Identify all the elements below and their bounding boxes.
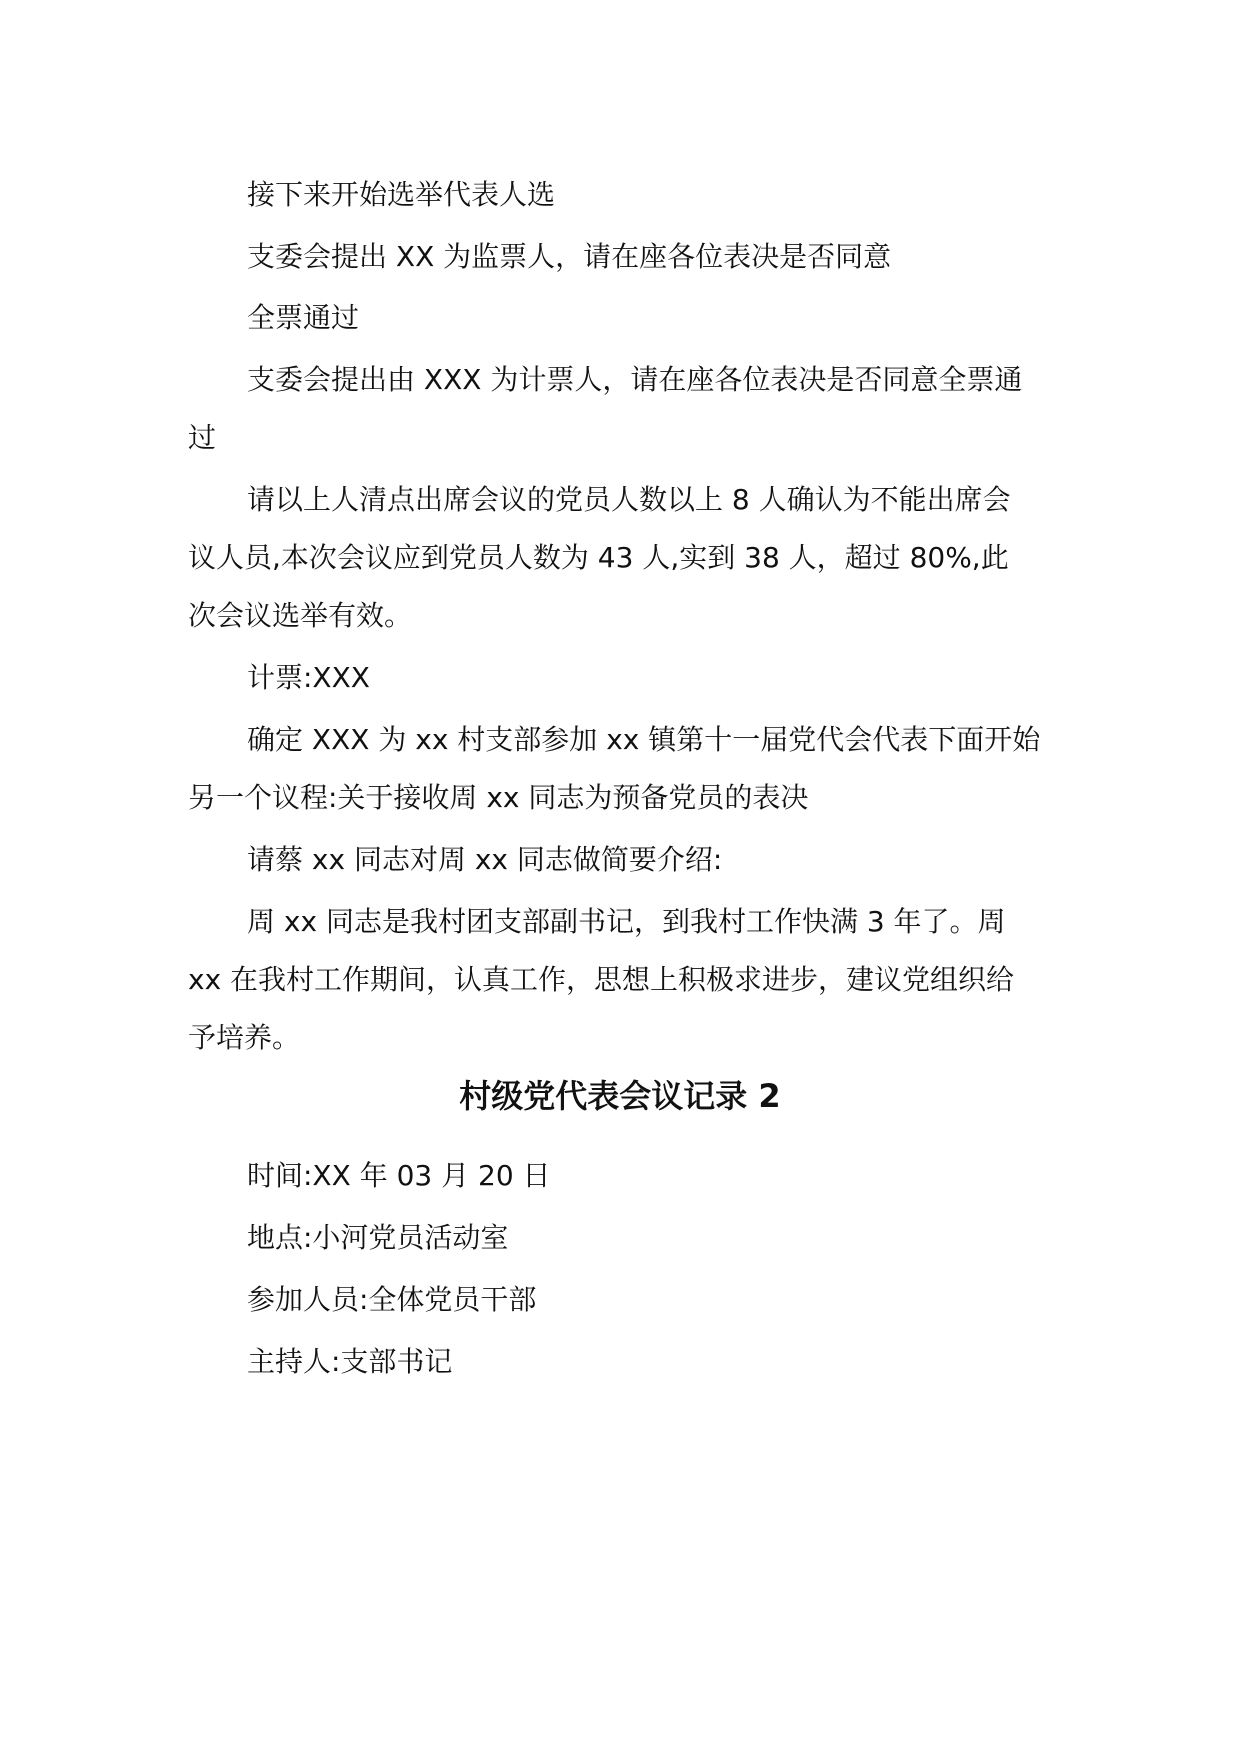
paragraph-introduction-line2: xx 在我村工作期间，认真工作，思想上积极求进步，建议党组织给 (188, 963, 1015, 996)
paragraph-delegate-line1: 确定 XXX 为 xx 村支部参加 xx 镇第十一届党代会代表下面开始 (247, 723, 1041, 756)
section-title: 村级党代表会议记录 2 (459, 1077, 781, 1115)
meeting-time: 时间:XX 年 03 月 20 日 (247, 1159, 551, 1192)
paragraph-attendance-line2: 议人员,本次会议应到党员人数为 43 人,实到 38 人，超过 80%,此 (188, 541, 1009, 574)
paragraph-election-start: 接下来开始选举代表人选 (247, 178, 556, 211)
paragraph-teller-proposal-line2: 过 (188, 421, 217, 454)
meeting-host: 主持人:支部书记 (247, 1345, 453, 1378)
paragraph-unanimous: 全票通过 (247, 301, 360, 334)
paragraph-teller-proposal-line1: 支委会提出由 XXX 为计票人，请在座各位表决是否同意全票通 (247, 363, 1023, 396)
paragraph-introduction-line1: 周 xx 同志是我村团支部副书记，到我村工作快满 3 年了。周 (247, 905, 1006, 938)
paragraph-delegate-line2: 另一个议程:关于接收周 xx 同志为预备党员的表决 (188, 781, 809, 814)
meeting-attendees: 参加人员:全体党员干部 (247, 1283, 537, 1316)
paragraph-attendance-line3: 次会议选举有效。 (188, 599, 413, 632)
meeting-place: 地点:小河党员活动室 (247, 1221, 509, 1254)
paragraph-attendance-line1: 请以上人清点出席会议的党员人数以上 8 人确认为不能出席会 (247, 483, 1011, 516)
paragraph-teller: 计票:XXX (247, 661, 370, 694)
paragraph-scrutineer-proposal: 支委会提出 XX 为监票人，请在座各位表决是否同意 (247, 240, 892, 273)
paragraph-introduction-request: 请蔡 xx 同志对周 xx 同志做简要介绍: (247, 843, 723, 876)
paragraph-introduction-line3: 予培养。 (188, 1021, 301, 1054)
